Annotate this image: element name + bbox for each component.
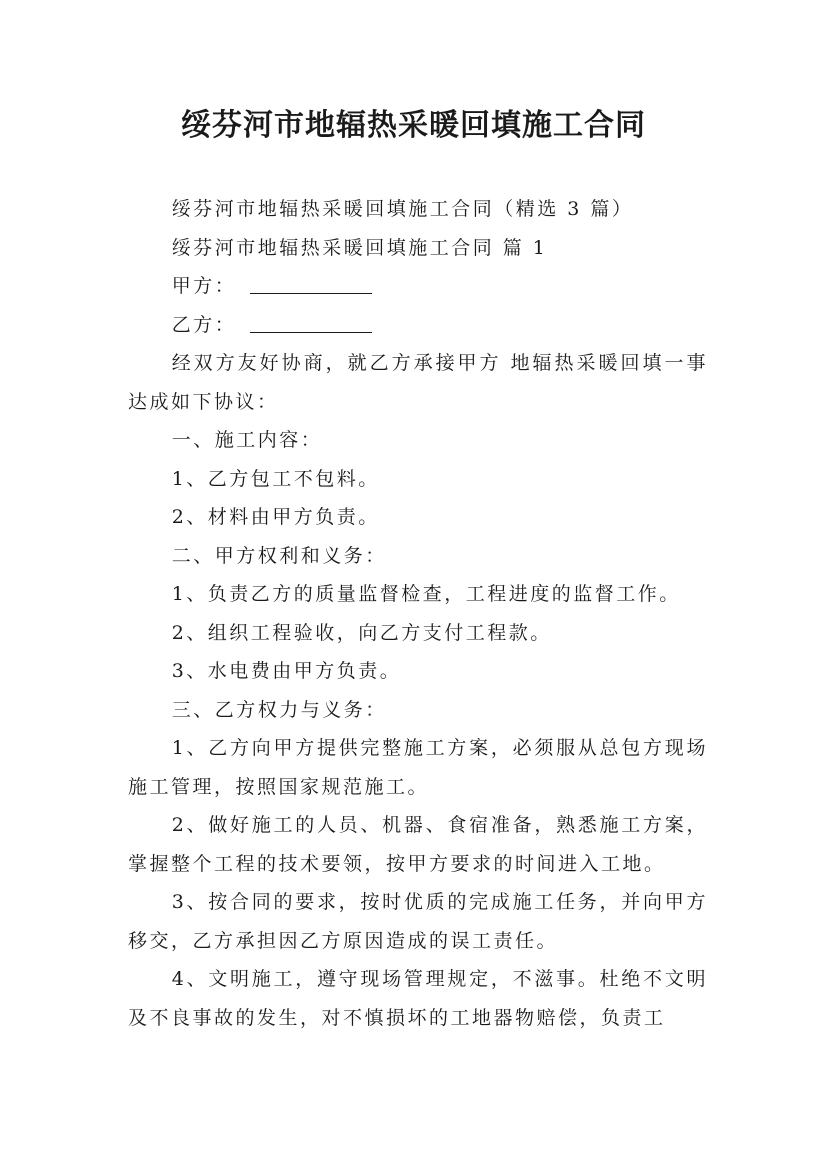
- section-3-item-4: 4、文明施工，遵守现场管理规定，不滋事。杜绝不文明及不良事故的发生，对不慎损坏的工地器物赔偿，负责工: [128, 968, 708, 1029]
- section-heading: 绥芬河市地辐热采暖回填施工合同 篇 1: [171, 236, 548, 259]
- party-b-blank: [250, 310, 372, 333]
- section-3-heading: 三、乙方权力与义务：: [171, 698, 387, 721]
- section-3-item-1: 1、乙方向甲方提供完整施工方案，必须服从总包方现场施工管理，按照国家规范施工。: [128, 737, 708, 798]
- section-2-heading: 二、甲方权利和义务：: [171, 544, 387, 567]
- party-b-line: [128, 306, 708, 345]
- section-2-item-3: 3、水电费由甲方负责。: [171, 660, 402, 682]
- section-3-item-2: 2、做好施工的人员、机器、食宿准备，熟悉施工方案，掌握整个工程的技术要领，按甲方要求的时间进入工地。: [128, 814, 708, 875]
- document-subtitle: 绥芬河市地辐热采暖回填施工合同（精选 3 篇）: [171, 198, 634, 220]
- party-a-blank: [250, 271, 372, 294]
- party-a-line: [128, 267, 708, 306]
- intro-paragraph: 经双方友好协商，就乙方承接甲方 地辐热采暖回填一事达成如下协议：: [128, 352, 708, 413]
- party-b-label: 乙方：: [171, 313, 237, 336]
- section-2-item-2: 2、组织工程验收，向乙方支付工程款。: [171, 621, 552, 644]
- party-a-label: 甲方：: [171, 275, 237, 297]
- section-1-heading: 一、施工内容：: [171, 429, 323, 451]
- section-1-item-2: 2、材料由甲方负责。: [171, 506, 380, 528]
- document-body: [128, 190, 708, 1037]
- document-title: 绥芬河市地辐热采暖回填施工合同: [181, 108, 646, 143]
- section-1-item-1: 1、乙方包工不包料。: [171, 467, 380, 490]
- section-2-item-1: 1、负责乙方的质量监督检查，工程进度的监督工作。: [171, 583, 681, 605]
- section-3-item-3: 3、按合同的要求，按时优质的完成施工任务，并向甲方移交，乙方承担因乙方原因造成的误工责任。: [128, 891, 708, 952]
